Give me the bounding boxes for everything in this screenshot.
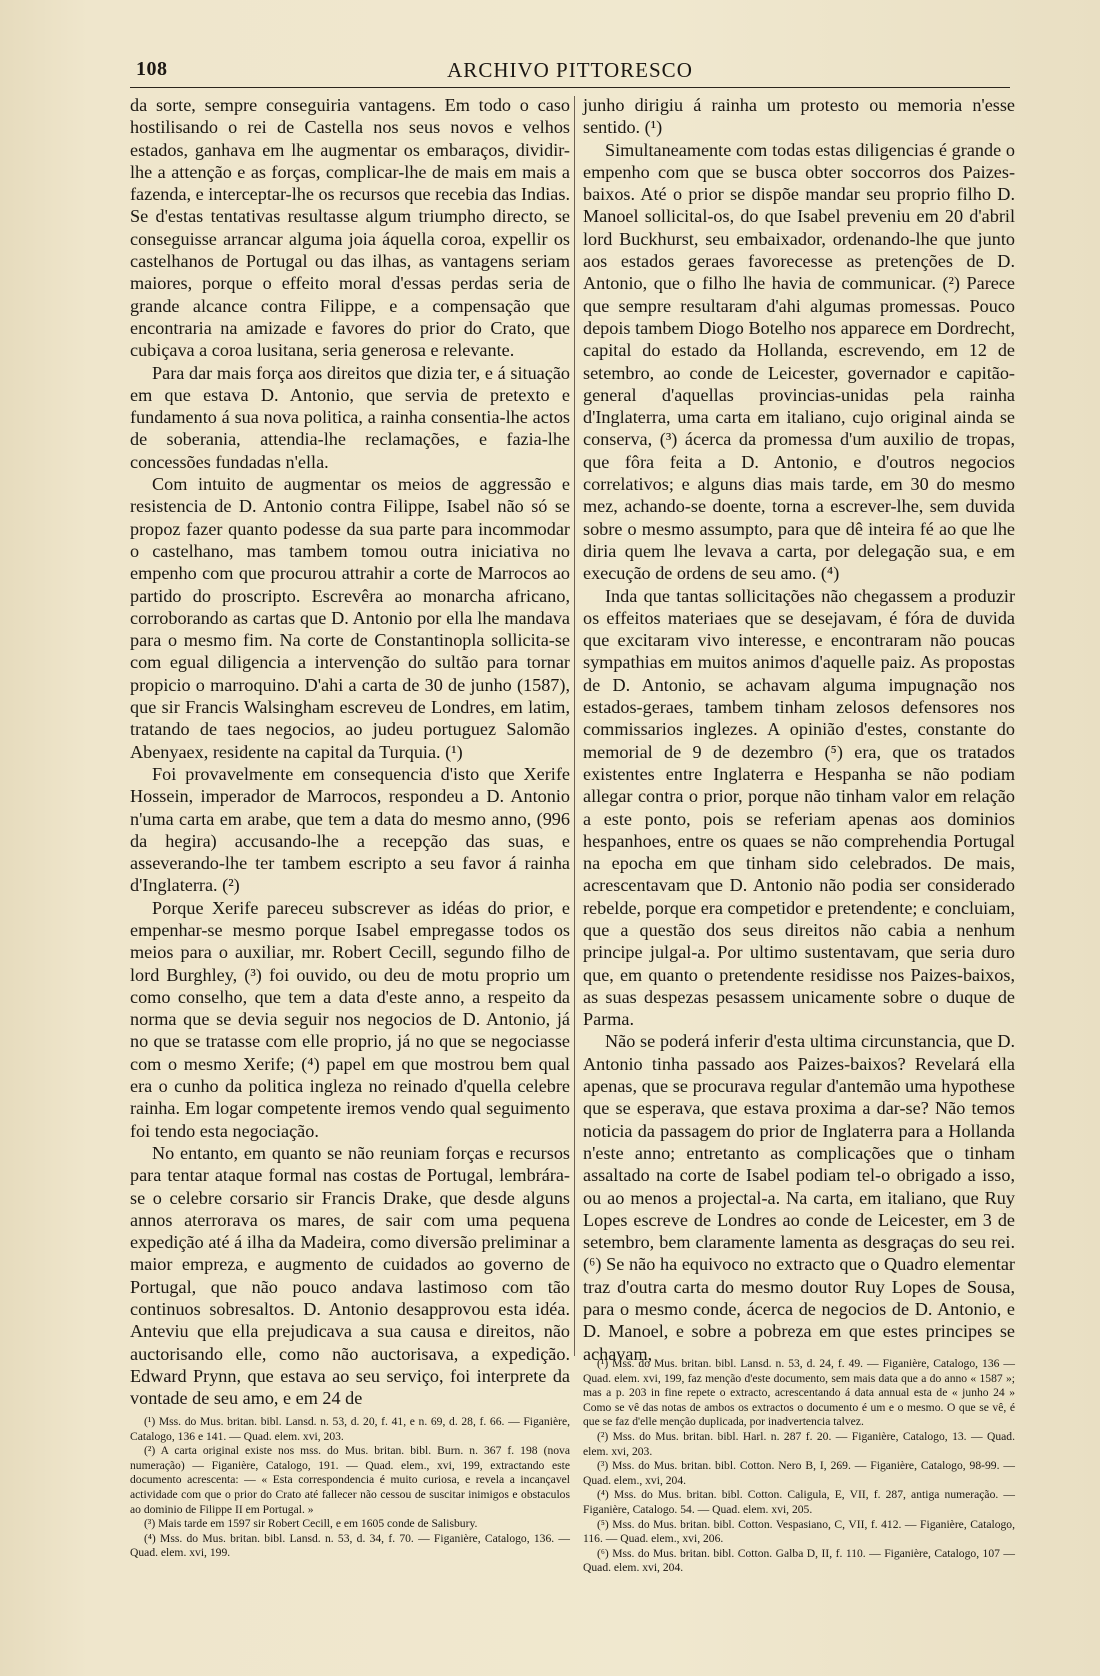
footnote: (¹) Mss. do Mus. britan. bibl. Lansd. n. 53, d. 24, f. 49. — Figanière, Catalogo, 136 — Quad. elem. xvi, 199, faz menção d'este documento, sem mais data que a do anno « 1587 »; mas a p. 203 in fine repete o extracto, acrescentando á data annual esta de « junho 24 » Como se vê das notas de ambos os extractos o documento é um e o mesmo. O que se vê, é que se faz d'elle menção duplicada, por inadvertencia talvez. bbox=[583, 1357, 1015, 1429]
paragraph: Porque Xerife pareceu subscrever as idéas do prior, e empenhar-se mesmo porque Isabel empregasse todos os meios para o auxiliar, mr. Robert Cecill, segundo filho de lord Burghley, (³) foi ouvido, ou deu de motu proprio um como conselho, que tem a data d'este anno, a respeito da norma que se devia seguir nos negocios de D. Antonio, já no que se tratasse com elle proprio, já no que se negociasse com o mesmo Xerife; (⁴) papel em que mostrou bem qual era o cunho da politica ingleza no reinado d'quella celebre rainha. Em logar competente iremos vendo qual seguimento foi tendo esta negociação. bbox=[130, 897, 570, 1141]
paragraph: Inda que tantas sollicitações não chegassem a produzir os effeitos materiaes que se desejavam, é fóra de duvida que excitaram vivo interesse, e encontraram não poucas sympathias em muitos animos d'aquelle paiz. As propostas de D. Antonio, se achavam alguma impugnação nos estados-geraes, tambem tinham zelosos defensores nos commissarios inglezes. A opinião d'estes, constante do memorial de 9 de dezembro (⁵) era, que os tratados existentes entre Inglaterra e Hespanha se não podiam allegar contra o prior, porque não tinham valor em relação a este ponto, pois se referiam apenas aos dominios hespanhoes, entre os quaes se não comprehendia Portugal na epocha em que tinham sido celebrados. De mais, acrescentavam que D. Antonio não podia ser considerado rebelde, porque era competidor e pretendente; e concluiam, que a questão dos seus direitos não cabia a nenhum principe julgal-a. Por ultimo sustentavam, que seria duro que, em quanto o pretendente residisse nos Paizes-baixos, as suas despezas pesassem unicamente sobre o duque de Parma. bbox=[583, 585, 1015, 1030]
paragraph: No entanto, em quanto se não reuniam forças e recursos para tentar ataque formal nas costas de Portugal, lembrára-se o celebre corsario sir Francis Drake, que desde alguns annos aterrorava os mares, de sair com uma pequena expedição até á ilha da Madeira, como diversão preliminar a maior empreza, e augmento de cuidados ao governo de Portugal, que não pouco andava lastimoso com tão continuos sobresaltos. D. Antonio desapprovou esta idéa. Anteviu que ella prejudicava a sua causa e direitos, não auctorisando elle, como não auctorisava, a expedição. Edward Prynn, que estava ao seu serviço, foi interprete da vontade de seu amo, e em 24 de bbox=[130, 1142, 570, 1409]
footnote: (²) A carta original existe nos mss. do Mus. britan. bibl. Burn. n. 367 f. 198 (nova numeração) — Figanière, Catalogo, 191. — Quad. elem., xvi, 199, extractando este documento acrescenta: — « Esta correspondencia é muito curiosa, e revela a incançavel actividade com que o prior do Crato até fallecer não cessou de suscitar inimigos e obstaculos ao dominio de Filippe II em Portugal. » bbox=[130, 1444, 570, 1516]
running-title: ARCHIVO PITTORESCO bbox=[447, 58, 693, 82]
left-footnotes bbox=[130, 1415, 570, 1561]
paragraph: junho dirigiu á rainha um protesto ou memoria n'esse sentido. (¹) bbox=[583, 95, 1015, 138]
paragraph: Não se poderá inferir d'esta ultima circunstancia, que D. Antonio tinha passado aos Paizes-baixos? Revelará ella apenas, que se procurava regular d'antemão uma hypothese que se esperava, que estava proxima a dar-se? Não temos noticia da passagem do prior de Inglaterra para a Hollanda n'este anno; entretanto as complicações que o tinham assaltado na corte de Isabel podiam tel-o obrigado a isso, ou ao menos a projectal-a. Na carta, em italiano, que Ruy Lopes escreve de Londres ao conde de Leicester, em 3 de setembro, bem claramente lamenta as desgraças do seu rei. (⁶) Se não ha equivoco no extracto que o Quadro elementar traz d'outra carta do mesmo doutor Ruy Lopes de Sousa, para o mesmo conde, ácerca de negocios de D. Antonio, e D. Manoel, e sobre a pobreza em que estes principes se achavam, bbox=[583, 1031, 1015, 1364]
column-divider bbox=[574, 96, 575, 1356]
page-number: 108 bbox=[136, 58, 168, 80]
paragraph: Com intuito de augmentar os meios de aggressão e resistencia de D. Antonio contra Filippe, Isabel não só se propoz fazer quanto podesse da sua parte para incommodar o castelhano, mas tambem tomou outra iniciativa no empenho com que procurou attrahir a corte de Marrocos ao partido do proscripto. Escrevêra ao monarcha africano, corroborando as cartas que D. Antonio por ella lhe mandava para o mesmo fim. Na corte de Constantinopla sollicita-se com egual diligencia a intervenção do sultão para tornar propicio o marroquino. D'ahi a carta de 30 de junho (1587), que sir Francis Walsingham escreveu de Londres, em latim, tratando de taes negocios, ao judeu portuguez Salomão Abenyaex, residente na capital da Turquia. (¹) bbox=[130, 474, 570, 762]
footnote: (⁵) Mss. do Mus. britan. bibl. Cotton. Vespasiano, C, VII, f. 412. — Figanière, Catalogo, 116. — Quad. elem., xvi, 206. bbox=[583, 1517, 1015, 1546]
footnote: (⁴) Mss. do Mus. britan. bibl. Lansd. n. 53, d. 34, f. 70. — Figanière, Catalogo, 136. — Quad. elem. xvi, 199. bbox=[130, 1531, 570, 1560]
footnote: (³) Mss. do Mus. britan. bibl. Cotton. Nero B, I, 269. — Figanière, Catalogo, 98-99. — Quad. elem., xvi, 204. bbox=[583, 1459, 1015, 1487]
footnote: (³) Mais tarde em 1597 sir Robert Cecill, e em 1605 conde de Salisbury. bbox=[144, 1517, 478, 1531]
footnote: (⁶) Mss. do Mus. britan. bibl. Cotton. Galba D, II, f. 110. — Figanière, Catalogo, 107 — Quad. elem. xvi, 204. bbox=[583, 1546, 1015, 1575]
paragraph: Para dar mais força aos direitos que dizia ter, e á situação em que estava D. Antonio, que servia de pretexto e fundamento á sua nova politica, a rainha consentia-lhe actos de soberania, attendia-lhe reclamações, e fazia-lhe concessões fundadas n'ella. bbox=[130, 362, 570, 472]
left-column bbox=[130, 94, 570, 1410]
footnote: (⁴) Mss. do Mus. britan. bibl. Cotton. Caligula, E, VII, f. 287, antiga numeração. — Figanière, Catalogo. 54. — Quad. elem. xvi, 205. bbox=[583, 1488, 1015, 1516]
paragraph: Simultaneamente com todas estas diligencias é grande o empenho com que se busca obter soccorros dos Paizes-baixos. Até o prior se dispõe mandar seu proprio filho D. Manoel sollicital-os, do que Isabel preveniu em 20 d'abril lord Buckhurst, seu embaixador, ordenando-lhe que junto aos estados geraes favorecesse as pretenções de D. Antonio, que o filho lhe havia de communicar. (²) Parece que sempre resultaram d'ahi algumas promessas. Pouco depois tambem Diogo Botelho nos apparece em Dordrecht, capital do estado da Hollanda, escrevendo, em 12 de setembro, ao conde de Leicester, governador e capitão-general d'aquellas provincias-unidas pela rainha d'Inglaterra, uma carta em italiano, cujo original ainda se conserva, (³) ácerca da promessa d'um auxilio de tropas, que fôra feita a D. Antonio, e d'outros negocios correlativos; e alguns dias mais tarde, em 30 do mesmo mez, achando-se doente, torna a escrever-lhe, sem duvida sobre o mesmo assumpto, para que dê inteira fé ao que lhe diria quem lhe levava a carta, por delegação sua, e em execução de ordens de seu amo. (⁴) bbox=[583, 139, 1015, 584]
header-rule bbox=[130, 87, 1010, 88]
footnote: (¹) Mss. do Mus. britan. bibl. Lansd. n. 53, d. 20, f. 41, e n. 69, d. 28, f. 66. — Figanière, Catalogo, 136 e 141. — Quad. elem. xvi, 203. bbox=[130, 1415, 570, 1443]
paragraph: Foi provavelmente em consequencia d'isto que Xerife Hossein, imperador de Marrocos, respondeu a D. Antonio n'uma carta em arabe, que tem a data do mesmo anno, (996 da hegira) accusando-lhe a recepção das suas, e asseverando-lhe ter tambem escripto a seu favor á rainha d'Inglaterra. (²) bbox=[130, 763, 570, 896]
right-footnotes bbox=[583, 1357, 1015, 1576]
footnote: (²) Mss. do Mus. britan. bibl. Harl. n. 287 f. 20. — Figanière, Catalogo, 13. — Quad. elem. xvi, 203. bbox=[583, 1429, 1015, 1458]
paragraph: da sorte, sempre conseguiria vantagens. Em todo o caso hostilisando o rei de Castella nos seus novos e velhos estados, ganhava em lhe augmentar os embaraços, dividir-lhe a attenção e as forças, complicar-lhe de mais em mais a fazenda, e interceptar-lhe os recursos que recebia das Indias. Se d'estas tentativas resultasse algum triumpho directo, se conseguisse arrancar alguma joia áquella coroa, expellir os castelhanos de Portugal ou das ilhas, as vantagens seriam maiores, porque o effeito moral d'essas perdas seria de grande alcance contra Filippe, e a compensação que encontraria na amizade e favores do prior do Crato, que cubiçava a coroa lusitana, seria generosa e relevante. bbox=[130, 95, 570, 361]
right-column bbox=[583, 94, 1015, 1365]
